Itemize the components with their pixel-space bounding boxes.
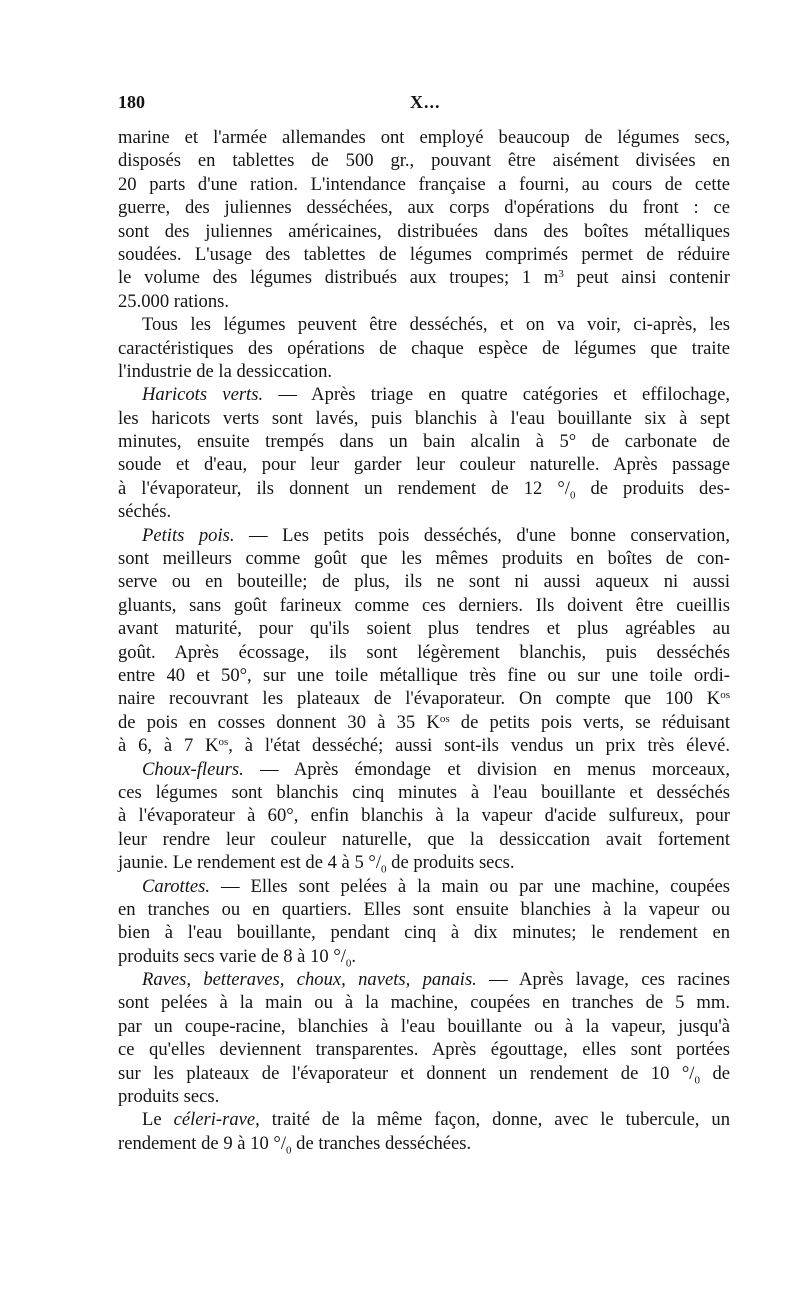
text-line (118, 1062, 730, 1085)
text-run: 25.000 rations. (118, 290, 230, 312)
text-run: séchés. (118, 501, 172, 523)
text-line (118, 243, 730, 266)
subscript: 0 (569, 489, 576, 502)
superscript: os (218, 736, 229, 749)
text-line (118, 1038, 730, 1061)
text-line (118, 196, 730, 219)
text-line (118, 220, 730, 243)
text-run: marine et l'armée allemandes ont employé beaucoup de légumes secs, (118, 127, 730, 148)
italic-run: Haricots verts. (142, 384, 264, 406)
text-line (118, 313, 730, 336)
text-line (118, 477, 730, 500)
text-run: — Après triage en quatre catégories et effilochage, (263, 384, 730, 406)
text-line (118, 360, 730, 383)
superscript: os (439, 712, 450, 725)
italic-run: céleri-rave (173, 1109, 256, 1131)
subscript: 0 (381, 863, 387, 876)
text-line (118, 594, 730, 617)
text-run: 20 parts d'une ration. L'intendance française a fourni, au cours de cette (118, 173, 730, 195)
text-run: goût. Après écossage, ils sont légèrement blanchis, puis desséchés (118, 641, 730, 663)
text-run: caractéristiques des opérations de chaque espèce de légumes que traite (118, 337, 730, 359)
text-run: de pois en cosses donnent 30 à 35 K (118, 711, 440, 733)
text-run: ces légumes sont blanchis cinq minutes à l'eau bouillante et desséchés (118, 781, 730, 803)
text-run: de (699, 1062, 731, 1084)
text-run: sont meilleurs comme goût que les mêmes produits en boîtes de con- (118, 548, 730, 570)
text-run: , à l'état desséché; aussi sont-ils vendus un prix très élevé. (228, 735, 730, 757)
text-run: — Elles sont pelées à la main ou par une machine, coupées (210, 875, 730, 897)
italic-run: Carottes. (142, 875, 211, 897)
text-run: par un coupe-racine, blanchies à l'eau bouillante ou à la vapeur, jusqu'à (118, 1015, 730, 1037)
text-run: à l'évaporateur, ils donnent un rendement de 12 °/ (118, 477, 570, 499)
text-line (118, 711, 730, 734)
text-line (118, 430, 730, 453)
text-run: sont pelées à la main ou à la machine, coupées en tranches de 5 mm. (118, 992, 730, 1014)
text-line (118, 991, 730, 1014)
text-line (118, 898, 730, 921)
italic-run: Petits pois. (142, 524, 235, 546)
text-run: de produits secs. (386, 852, 515, 874)
text-run: peut ainsi contenir (563, 267, 730, 289)
text-line (118, 524, 730, 547)
text-line (118, 266, 730, 289)
text-line (118, 500, 730, 523)
text-run: disposés en tablettes de 500 gr., pouvant être aisément divisées en (118, 150, 730, 172)
text-run: entre 40 et 50°, sur une toile métallique très fine ou sur une toile ordi- (118, 664, 730, 686)
text-line (118, 1015, 730, 1038)
text-line (118, 828, 730, 851)
text-run: naire recouvrant les plateaux de l'évaporateur. On compte que 100 K (118, 688, 721, 710)
italic-run: Raves, betteraves, choux, navets, panais. (142, 969, 477, 991)
text-line (118, 968, 730, 991)
text-line (118, 570, 730, 593)
text-run: Le (142, 1109, 174, 1131)
text-line (118, 547, 730, 570)
italic-run: Choux-fleurs. (142, 758, 244, 780)
text-run: à 6, à 7 K (118, 735, 219, 757)
text-run: serve ou en bouteille; de plus, ils ne sont ni aussi aqueux ni aussi (118, 571, 730, 593)
text-run: bien à l'eau bouillante, pendant cinq à dix minutes; le rendement en (118, 922, 730, 944)
text-run: sur les plateaux de l'évaporateur et donnent un rendement de 10 °/ (118, 1062, 695, 1084)
text-line (118, 781, 730, 804)
text-line (118, 1085, 730, 1108)
text-line (118, 290, 730, 313)
text-run: rendement de 9 à 10 °/ (118, 1132, 287, 1154)
text-run: — Les petits pois desséchés, d'une bonne conservation, (234, 524, 730, 546)
body-text (118, 126, 730, 1155)
text-run: minutes, ensuite trempés dans un bain alcalin à 5° de carbonate de (118, 431, 730, 453)
text-run: à l'évaporateur à 60°, enfin blanchis à la vapeur d'acide sulfureux, pour (118, 805, 730, 827)
subscript: 0 (345, 957, 352, 970)
text-run: le volume des légumes distribués aux troupes; 1 m (118, 267, 559, 289)
page-number: 180 (118, 92, 145, 112)
text-line (118, 453, 730, 476)
text-line (118, 851, 730, 874)
text-run: jaunie. Le rendement est de 4 à 5 °/ (118, 852, 381, 874)
text-line (118, 126, 730, 149)
running-title: X... (410, 92, 441, 112)
text-run: — Après émondage et division en menus morceaux, (243, 758, 730, 780)
text-run: leur rendre leur couleur naturelle, que la dessiccation avait fortement (118, 828, 730, 850)
text-line (118, 337, 730, 360)
text-run: de petits pois verts, se réduisant (449, 711, 730, 733)
text-line (118, 921, 730, 944)
text-line (118, 664, 730, 687)
text-run: Tous les légumes peuvent être desséchés, et on va voir, ci-après, les (142, 314, 730, 336)
text-run: gluants, sans goût farineux comme ces derniers. Ils doivent être cueillis (118, 594, 730, 616)
text-run: produits secs. (118, 1086, 220, 1108)
text-run: avant maturité, pour qu'ils soient plus tendres et plus agréables au (118, 618, 730, 640)
text-line (118, 617, 730, 640)
text-run: l'industrie de la dessiccation. (118, 360, 333, 382)
text-run: de tranches desséchées. (291, 1132, 472, 1154)
text-line (118, 1108, 730, 1131)
text-line (118, 1132, 730, 1155)
text-run: produits secs varie de 8 à 10 °/ (118, 945, 346, 967)
text-line (118, 804, 730, 827)
text-line (118, 641, 730, 664)
text-run: soude et d'eau, pour leur garder leur couleur naturelle. Après passage (118, 454, 730, 476)
text-line (118, 149, 730, 172)
text-run: guerre, des juliennes desséchées, aux corps d'opérations du front : ce (118, 197, 730, 219)
text-run: sont des juliennes américaines, distribuées dans des boîtes métalliques (118, 220, 730, 242)
text-line (118, 734, 730, 757)
text-run: — Après lavage, ces racines (476, 969, 730, 991)
text-line (118, 173, 730, 196)
subscript: 0 (694, 1074, 700, 1087)
text-run: en tranches ou en quartiers. Elles sont ensuite blanchies à la vapeur ou (118, 898, 730, 920)
text-run: les haricots verts sont lavés, puis blanchis à l'eau bouillante six à sept (118, 407, 730, 429)
text-line (118, 875, 730, 898)
page-header (118, 92, 730, 116)
text-run: ce qu'elles deviennent transparentes. Après égouttage, elles sont portées (118, 1039, 730, 1061)
subscript: 0 (286, 1144, 292, 1157)
text-run: . (351, 945, 357, 967)
superscript: os (720, 689, 730, 702)
text-line (118, 407, 730, 430)
text-line (118, 687, 730, 710)
text-line (118, 758, 730, 781)
text-line (118, 383, 730, 406)
superscript: 3 (558, 268, 564, 281)
text-line (118, 945, 730, 968)
text-run: , traité de la même façon, donne, avec le tubercule, un (255, 1109, 730, 1131)
text-run: de produits des- (575, 477, 730, 499)
text-run: soudées. L'usage des tablettes de légumes comprimés permet de réduire (118, 243, 730, 265)
